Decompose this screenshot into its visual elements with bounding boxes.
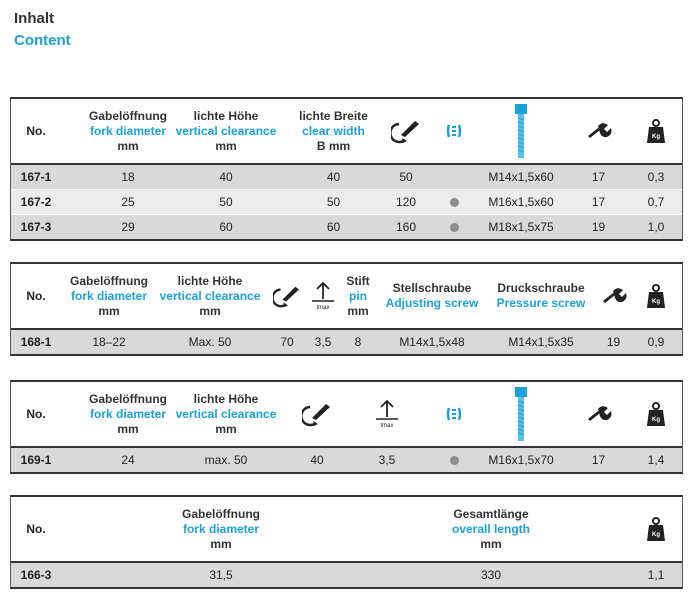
label-unit: mm — [98, 303, 120, 318]
cell-vert: 50 — [219, 195, 233, 209]
label-de: Gabelöffnung — [182, 506, 260, 521]
label-en: clear width — [302, 123, 365, 138]
label-en: fork diameter — [89, 406, 167, 421]
table-row — [11, 214, 682, 239]
label-unit: mm — [117, 421, 139, 436]
cell-vert: Max. 50 — [188, 335, 232, 349]
col-no-header: No. — [26, 521, 46, 536]
table-row — [11, 561, 682, 587]
table-169 — [10, 380, 683, 474]
col-vert-header — [166, 99, 286, 163]
cell-thread: M14x1,5x60 — [488, 170, 554, 184]
dot-cell — [439, 165, 469, 189]
label-en: vertical clearance — [175, 123, 277, 138]
cell-wrench: 17 — [591, 170, 606, 184]
label-de: Gabelöffnung — [89, 108, 167, 123]
weight-icon — [636, 264, 676, 328]
torque-icon — [269, 264, 305, 328]
cell-pin: 8 — [354, 335, 362, 349]
col-vert-header — [166, 382, 286, 446]
label-unit: B mm — [316, 138, 351, 153]
cell-fork: 18–22 — [92, 335, 126, 349]
cell-clear: 50 — [326, 195, 341, 209]
col-clear-header — [281, 99, 386, 163]
screw-icon — [506, 382, 536, 446]
cell-thread: M16x1,5x60 — [488, 195, 554, 209]
wrench-icon — [581, 99, 616, 163]
label-de: lichte Höhe — [193, 108, 259, 123]
col-fork-header — [161, 497, 281, 561]
dot-cell — [439, 215, 469, 239]
cell-fork: 31,5 — [209, 568, 233, 582]
table-167 — [10, 97, 683, 241]
tmax-icon — [371, 382, 403, 446]
label-unit: mm — [215, 421, 237, 436]
label-en: fork diameter — [89, 123, 167, 138]
label-de: lichte Breite — [299, 108, 368, 123]
cell-tmax: 3,5 — [314, 335, 332, 349]
label-de: lichte Höhe — [193, 391, 259, 406]
label-de: lichte Höhe — [177, 273, 243, 288]
cell-weight: 1,1 — [647, 568, 665, 582]
label-unit: mm — [210, 536, 232, 551]
weight-icon — [636, 99, 676, 163]
label-unit: mm — [199, 303, 221, 318]
cell-length: 330 — [480, 568, 502, 582]
torque-icon — [386, 99, 426, 163]
cell-wrench: 19 — [606, 335, 621, 349]
col-pressure-header — [486, 264, 596, 328]
cell-torque: 40 — [310, 453, 324, 467]
table-header — [11, 497, 682, 561]
dot-icon — [450, 198, 459, 207]
cell-vert: max. 50 — [204, 453, 248, 467]
col-no-header: No. — [26, 406, 46, 421]
col-no-header: No. — [26, 288, 46, 303]
cell-weight: 0,7 — [647, 195, 665, 209]
label-en: fork diameter — [70, 288, 148, 303]
table-row — [11, 328, 682, 354]
label-en: vertical clearance — [175, 406, 277, 421]
col-vert-header — [151, 264, 269, 328]
content-heading — [14, 8, 71, 52]
table-header — [11, 99, 682, 163]
cell-fork: 25 — [121, 195, 135, 209]
table-row — [11, 446, 682, 472]
table-header — [11, 264, 682, 328]
label-en: overall length — [451, 521, 531, 536]
thread-icon — [439, 382, 469, 446]
weight-icon-label: Kg — [652, 532, 660, 538]
cell-no: 167-1 — [20, 170, 52, 184]
cell-wrench: 17 — [591, 453, 606, 467]
heading-de: Inhalt — [14, 10, 54, 27]
label-unit: mm — [480, 536, 502, 551]
dot-icon — [450, 456, 459, 465]
label-de: Stift — [346, 273, 370, 288]
cell-no: 169-1 — [20, 453, 52, 467]
weight-icon-label: Kg — [652, 417, 660, 423]
dot-cell — [439, 190, 469, 214]
cell-clear: 60 — [326, 220, 341, 234]
cell-wrench: 17 — [591, 195, 606, 209]
dot-cell — [439, 448, 469, 472]
cell-weight: 1,0 — [647, 220, 665, 234]
col-adjusting-header — [379, 264, 485, 328]
cell-fork: 18 — [121, 170, 135, 184]
col-length-header — [436, 497, 546, 561]
label-de: Gesamtlänge — [453, 506, 529, 521]
weight-icon — [636, 497, 676, 561]
heading-en: Content — [14, 32, 71, 49]
col-fork-header — [59, 264, 159, 328]
cell-fork: 29 — [121, 220, 135, 234]
cell-torque: 160 — [395, 220, 417, 234]
cell-weight: 0,3 — [647, 170, 665, 184]
cell-vert: 40 — [219, 170, 233, 184]
label-en: pin — [349, 288, 367, 303]
dot-icon — [450, 223, 459, 232]
cell-tmax: 3,5 — [378, 453, 396, 467]
cell-thread: M16x1,5x70 — [488, 453, 554, 467]
label-unit: mm — [117, 138, 139, 153]
thread-icon — [439, 99, 469, 163]
table-168 — [10, 262, 683, 356]
cell-no: 167-3 — [20, 220, 52, 234]
label-unit: mm — [215, 138, 237, 153]
weight-icon-label: Kg — [652, 299, 660, 305]
cell-wrench: 19 — [591, 220, 606, 234]
tmax-icon — [307, 264, 339, 328]
cell-weight: 0,9 — [647, 335, 665, 349]
cell-no: 167-2 — [20, 195, 52, 209]
table-header — [11, 382, 682, 446]
label-en: vertical clearance — [159, 288, 261, 303]
weight-icon-label: Kg — [652, 134, 660, 140]
weight-icon — [636, 382, 676, 446]
cell-torque: 50 — [399, 170, 413, 184]
label-de: Gabelöffnung — [70, 273, 148, 288]
label-en: Pressure screw — [496, 296, 586, 310]
cell-fork: 24 — [121, 453, 135, 467]
screw-icon — [506, 99, 536, 163]
table-166 — [10, 495, 683, 589]
table-row — [11, 163, 682, 189]
cell-adj: M14x1,5x48 — [399, 335, 465, 349]
label-en: Adjusting screw — [385, 296, 479, 310]
tmax-label: tmax — [316, 305, 330, 311]
col-pin-header — [341, 264, 375, 328]
cell-no: 168-1 — [20, 335, 52, 349]
label-de: Stellschraube — [392, 281, 472, 295]
label-unit: mm — [347, 303, 369, 318]
cell-torque: 120 — [395, 195, 417, 209]
table-row — [11, 189, 682, 214]
wrench-icon — [596, 264, 631, 328]
cell-vert: 60 — [219, 220, 233, 234]
label-de: Gabelöffnung — [89, 391, 167, 406]
cell-weight: 1,4 — [647, 453, 665, 467]
cell-no: 166-3 — [20, 568, 52, 582]
wrench-icon — [581, 382, 616, 446]
cell-press: M14x1,5x35 — [508, 335, 574, 349]
label-de: Druckschraube — [497, 281, 585, 295]
col-no-header: No. — [26, 123, 46, 138]
torque-icon — [297, 382, 337, 446]
cell-clear: 40 — [326, 170, 341, 184]
tmax-label: tmax — [380, 423, 394, 429]
label-en: fork diameter — [182, 521, 260, 536]
cell-torque: 70 — [280, 335, 294, 349]
cell-thread: M18x1,5x75 — [488, 220, 554, 234]
